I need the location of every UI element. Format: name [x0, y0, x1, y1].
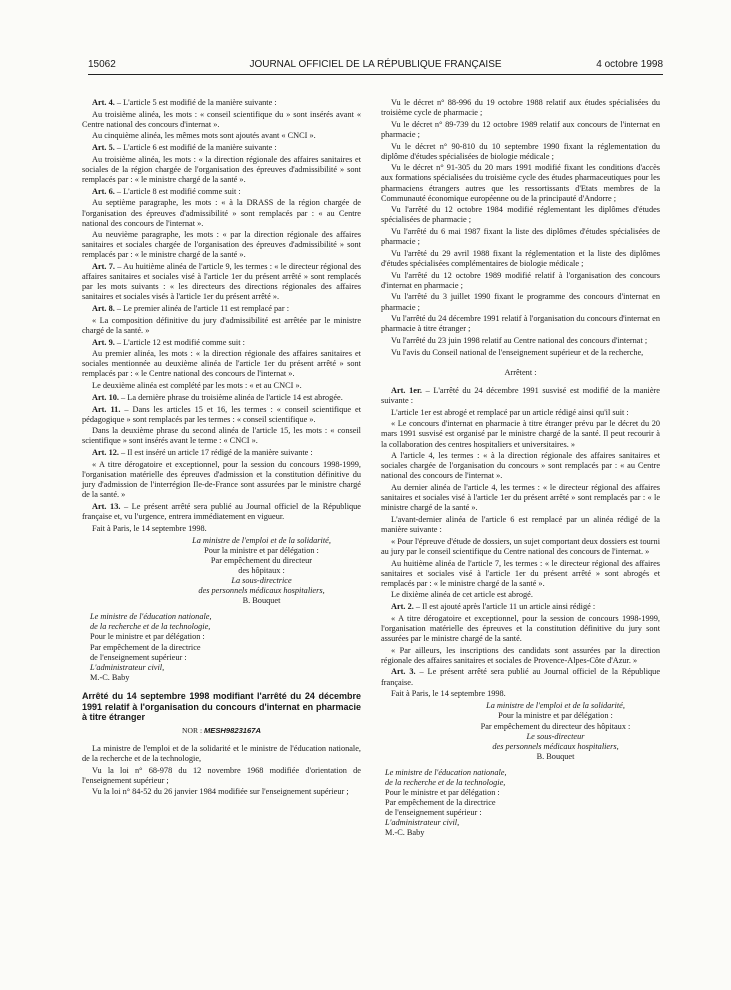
paragraph-text: – Il est inséré un article 17 rédigé de la manière suivante :: [118, 448, 313, 458]
paragraph-text: « Le concours d'internat en pharmacie à titre étranger prévu par le décret du 20 mars 1991 susvisé est organisé par le ministre chargé de la santé. Il peut recourir à la collaboration des centres hospitaliers et universitaires. »: [381, 419, 660, 449]
paragraph-text: L'avant-dernier alinéa de l'article 6 est remplacé par un alinéa rédigé de la manière suivante :: [381, 514, 660, 535]
vu-paragraph: Vu le décret n° 90-810 du 10 septembre 1990 fixant la réglementation du diplôme d'études spécialisées de biologie médicale ;: [381, 141, 660, 161]
paragraph-text: – Le présent arrêté sera publié au Journal officiel de la République française et, vu l'urgence, entrera immédiatement en vigueur.: [82, 501, 361, 521]
paragraph-text: Au dernier alinéa de l'article 4, les termes : « le directeur régional des affaires sanitaires et sociales visé à l'article 1er du présent arrêté » sont remplacés par : « le ministre chargé de la santé ».: [381, 483, 660, 513]
article-paragraph: [82, 262, 361, 302]
signature-line: Pour le ministre et par délégation :: [385, 788, 500, 798]
decree-title: Arrêté du 14 septembre 1998 modifiant l'arrêté du 24 décembre 1991 relatif à l'organisation du concours d'internat en pharmacie à titre étranger: [82, 690, 361, 723]
right-column: [381, 98, 660, 839]
paragraph-text: – Dans les articles 15 et 16, les termes : « conseil scientifique et pédagogique » sont remplacés par les termes : « conseil scientifique ».: [82, 404, 362, 424]
signature-line: Le ministre de l'éducation nationale,: [385, 767, 507, 777]
vu-paragraph: Vu l'arrêté du 24 décembre 1991 relatif à l'organisation du concours d'internat en pharmacie à titre étranger ;: [381, 314, 660, 334]
vu-paragraph: Vu le décret n° 89-739 du 12 octobre 1989 relatif aux concours de l'internat en pharmacie ;: [381, 119, 660, 139]
vu-paragraph: Vu l'arrêté du 3 juillet 1990 fixant le programme des concours d'internat en pharmacie ;: [381, 292, 660, 312]
signature-line: Par empêchement de la directrice: [90, 642, 201, 652]
article-paragraph: [381, 537, 660, 557]
nor-code: MESH9823167A: [203, 725, 261, 735]
paragraph-text: – Il est ajouté après l'article 11 un article ainsi rédigé :: [413, 602, 596, 612]
article-paragraph: [381, 408, 660, 418]
article-number: Art. 7.: [92, 262, 115, 272]
paragraph-text: « A titre dérogatoire et exceptionnel, pour la session de concours 1998-1999, l'organisation matérielle des épreuves et la constitution définitive du jury sont assurées par le ministre chargé de la santé.: [381, 613, 660, 643]
article-paragraph: [82, 405, 361, 425]
signature-line: L'administrateur civil,: [90, 662, 165, 672]
article-number: Art. 12.: [92, 448, 119, 458]
signature-line: Le ministre de l'éducation nationale,: [90, 612, 212, 622]
signature-line: Par empêchement du directeur des hôpitaux :: [480, 721, 631, 731]
article-number: Art. 3.: [391, 667, 416, 677]
article-paragraph: [82, 98, 361, 108]
article-paragraph: [381, 386, 660, 406]
signature-line: des personnels médicaux hospitaliers,: [198, 586, 325, 596]
article-paragraph: [82, 131, 361, 141]
article-number: Art. 6.: [92, 186, 115, 196]
paragraph-text: « La composition définitive du jury d'admissibilité est arrêtée par le ministre chargé de la santé. »: [82, 315, 361, 335]
signature-block-education-2: [381, 768, 660, 839]
article-paragraph: [82, 304, 361, 314]
paragraph-text: – Au huitième alinéa de l'article 9, les termes : « le directeur régional des affaires sanitaires et sociales visé à l'article 1er du présent arrêté » sont remplacés par les mots suivants : « les directeurs des directions régionales des affaires sanitaires et sociales visés à l'article 1er du présent arrêté ».: [82, 262, 362, 302]
right-articles: [381, 386, 660, 699]
signature-line: de la recherche et de la technologie,: [385, 777, 506, 787]
article-number: Art. 8.: [92, 304, 115, 314]
paragraph-text: – L'article 5 est modifié de la manière suivante :: [114, 98, 277, 107]
vu-paragraph: Vu l'arrêté du 6 mai 1987 fixant la liste des diplômes d'études spécialisées de pharmacie ;: [381, 227, 660, 247]
vu-paragraph: Vu l'arrêté du 29 avril 1988 fixant la réglementation et la liste des diplômes d'études spécialisées complémentaires de biologie médicale ;: [381, 248, 660, 268]
intro-paragraph: Vu la loi n° 84-52 du 26 janvier 1984 modifiée sur l'enseignement supérieur ;: [92, 787, 349, 797]
article-paragraph: [82, 349, 361, 379]
article-paragraph: [82, 155, 361, 185]
paragraph-text: – L'article 12 est modifié comme suit :: [114, 337, 245, 347]
vu-paragraph: Vu l'arrêté du 23 juin 1998 relatif au Centre national des concours d'internat ;: [391, 336, 648, 345]
journal-title: JOURNAL OFFICIEL DE LA RÉPUBLIQUE FRANÇAISE: [249, 59, 502, 70]
article-paragraph: [82, 460, 361, 500]
article-paragraph: [381, 451, 660, 481]
paragraph-text: – La dernière phrase du troisième alinéa de l'article 14 est abrogée.: [118, 392, 343, 402]
vu-paragraph: Vu l'avis du Conseil national de l'enseignement supérieur et de la recherche,: [391, 347, 644, 357]
vu-paragraph: Vu le décret n° 91-305 du 20 mars 1991 modifié fixant les conditions d'accès aux formations spécialisées du troisième cycle des études pharmaceutiques pour les pharmaciens étrangers autres que les ressortissants d'Etats membres de la Communauté économique européenne ou de la principauté d'Andorre ;: [381, 163, 660, 203]
signature-line: B. Bouquet: [536, 751, 575, 761]
article-paragraph: [82, 448, 361, 458]
paragraph-text: Au troisième alinéa, les mots : « la direction régionale des affaires sanitaires et sociales de la région chargée de l'organisation des épreuves d'admissibilité » sont remplacés par : « le ministre chargé de la santé ».: [82, 154, 361, 185]
paragraph-text: – Le premier alinéa de l'article 11 est remplacé par :: [114, 304, 289, 314]
article-paragraph: [82, 230, 361, 260]
article-paragraph: [82, 426, 361, 446]
signature-block-education: [82, 612, 361, 683]
signature-block-emploi-2: [381, 701, 660, 762]
article-paragraph: [82, 524, 361, 534]
article-paragraph: [381, 602, 660, 612]
signature-line: La sous-directrice: [231, 576, 292, 585]
paragraph-text: Au cinquième alinéa, les mêmes mots sont ajoutés avant « CNCI ».: [92, 131, 316, 141]
signature-line: Pour le ministre et par délégation :: [90, 632, 205, 642]
article-paragraph: [82, 198, 361, 228]
left-column: [82, 98, 361, 799]
article-paragraph: [381, 689, 660, 699]
paragraph-text: « Par ailleurs, les inscriptions des candidats sont assurées par la direction régionale des affaires sanitaires et sociales de Provence-Alpes-Côte d'Azur. »: [381, 645, 660, 665]
signature-line: de l'enseignement supérieur :: [385, 808, 482, 818]
paragraph-text: Au huitième alinéa de l'article 7, les termes : « le directeur régional des affaires sanitaires et sociales visé à l'article 1er du présent arrêté » sont abrogés et remplacés par : « le ministre chargé de la santé ».: [381, 558, 660, 588]
signature-line: L'administrateur civil,: [385, 818, 460, 828]
paragraph-text: « A titre dérogatoire et exceptionnel, pour la session du concours 1998-1999, l'organisation matérielle des épreuves d'admission et la constitution définitive du jury d'admission de l'interrégion Ile-de-France sont assurées par le ministre chargé de la santé. »: [82, 459, 361, 500]
article-number: Art. 9.: [92, 337, 115, 347]
signature-line: M.-C. Baby: [90, 672, 130, 682]
article-number: Art. 11.: [92, 404, 121, 414]
article-number: Art. 13.: [92, 501, 121, 511]
article-number: Art. 10.: [92, 392, 119, 402]
paragraph-text: – Le présent arrêté sera publié au Journal officiel de la République française.: [381, 667, 660, 687]
article-paragraph: [381, 419, 660, 449]
article-paragraph: [82, 110, 361, 130]
arretent-heading: Arrêtent :: [504, 367, 537, 377]
signature-line: Par empêchement du directeur: [210, 555, 313, 565]
signature-line: La ministre de l'emploi et de la solidarité,: [486, 701, 625, 711]
paragraph-text: – L'article 8 est modifié comme suit :: [114, 186, 241, 196]
article-paragraph: [82, 316, 361, 336]
nor-reference: [82, 726, 361, 736]
article-paragraph: [381, 614, 660, 644]
signature-line: La ministre de l'emploi et de la solidarité,: [192, 535, 331, 545]
article-paragraph: [82, 393, 361, 403]
paragraph-text: Fait à Paris, le 14 septembre 1998.: [391, 689, 506, 699]
paragraph-text: L'article 1er est abrogé et remplacé par un article rédigé ainsi qu'il suit :: [391, 407, 629, 417]
paragraph-text: « Pour l'épreuve d'étude de dossiers, un sujet comportant deux dossiers est tourni au jury par le conseil scientifique du Centre national des concours de l'internat. »: [381, 536, 660, 556]
signature-line: B. Bouquet: [242, 596, 281, 606]
intro-paragraph: Vu la loi n° 68-978 du 12 novembre 1968 modifiée d'orientation de l'enseignement supérieur ;: [82, 765, 361, 785]
article-paragraph: [82, 338, 361, 348]
signature-line: de la recherche et de la technologie,: [90, 622, 211, 632]
paragraph-text: Fait à Paris, le 14 septembre 1998.: [92, 523, 207, 533]
nor-label: NOR :: [182, 725, 203, 735]
vu-paragraph: Vu l'arrêté du 12 octobre 1984 modifié réglementant les diplômes d'études spécialisées de pharmacie ;: [381, 205, 660, 225]
vu-paragraph: Vu l'arrêté du 12 octobre 1989 modifié relatif à l'organisation des concours d'internat en pharmacie ;: [381, 270, 660, 290]
paragraph-text: Au troisième alinéa, les mots : « conseil scientifique du » sont insérés avant « Centre national des concours d'internat ».: [82, 109, 361, 129]
signature-line: des hôpitaux :: [238, 565, 285, 575]
paragraph-text: – L'article 6 est modifié de la manière suivante :: [114, 143, 277, 153]
paragraph-text: A l'article 4, les termes : « à la direction régionale des affaires sanitaires et sociales chargée de l'organisation du concours » sont remplacés par : « au Centre national des concours de l'internat ».: [381, 451, 660, 481]
signature-line: Par empêchement de la directrice: [385, 798, 496, 808]
article-paragraph: [381, 667, 660, 687]
article-paragraph: [381, 646, 660, 666]
vu-citations: [381, 98, 660, 358]
left-articles: [82, 98, 361, 534]
signature-line: M.-C. Baby: [385, 828, 425, 838]
signature-line: de l'enseignement supérieur :: [90, 652, 187, 662]
signature-line: Pour la ministre et par délégation :: [498, 711, 613, 721]
signature-line: des personnels médicaux hospitaliers,: [492, 741, 619, 751]
signature-line: Le sous-directeur: [526, 731, 585, 741]
header-rule: [88, 74, 663, 75]
intro-paragraph: La ministre de l'emploi et de la solidarité et le ministre de l'éducation nationale, de la recherche et de la technologie,: [82, 743, 361, 763]
paragraph-text: Au neuvième paragraphe, les mots : « par la direction régionale des affaires sanitaires et sociales chargée de l'organisation des épreuves d'admissibilité » sont remplacés par : « le ministre chargé de la santé ».: [82, 230, 361, 260]
signature-line: Pour la ministre et par délégation :: [204, 545, 319, 555]
article-number: Art. 4.: [92, 98, 115, 107]
paragraph-text: Le dixième alinéa de cet article est abrogé.: [391, 590, 533, 600]
article-number: Art. 1er.: [391, 385, 422, 395]
paragraph-text: Au premier alinéa, les mots : « la direction régionale des affaires sanitaires et sociales mentionnée au deuxième alinéa de l'article 1er du présent arrêté » sont remplacés par : « le Centre national des concours de l'internat ».: [82, 349, 361, 379]
paragraph-text: Au septième paragraphe, les mots : « à la DRASS de la région chargée de l'organisation des épreuves d'admissibilité » sont remplacés par : « au Centre national des concours de l'internat ».: [82, 198, 361, 228]
article-paragraph: [82, 502, 361, 522]
article-paragraph: [381, 559, 660, 589]
article-paragraph: [381, 483, 660, 513]
article-paragraph: [82, 187, 361, 197]
issue-date: 4 octobre 1998: [596, 59, 663, 70]
article-number: Art. 5.: [92, 143, 115, 153]
paragraph-text: Dans la deuxième phrase du second alinéa de l'article 15, les mots : « conseil scientifique » sont insérés avant le terme : « CNCI ».: [82, 426, 361, 446]
article-paragraph: [82, 381, 361, 391]
article-paragraph: [381, 590, 660, 600]
page-header: [88, 57, 663, 73]
paragraph-text: – L'arrêté du 24 décembre 1991 susvisé est modifié de la manière suivante :: [381, 385, 660, 405]
article-paragraph: [82, 143, 361, 153]
article-paragraph: [381, 515, 660, 535]
signature-block-emploi: [82, 536, 361, 607]
article-number: Art. 2.: [391, 602, 414, 612]
page-number: 15062: [88, 59, 116, 70]
vu-paragraph: Vu le décret n° 88-996 du 19 octobre 1988 relatif aux études spécialisées du troisième cycle de pharmacie ;: [381, 98, 660, 118]
decree-intro: [82, 744, 361, 798]
paragraph-text: Le deuxième alinéa est complété par les mots : « et au CNCI ».: [92, 381, 302, 391]
